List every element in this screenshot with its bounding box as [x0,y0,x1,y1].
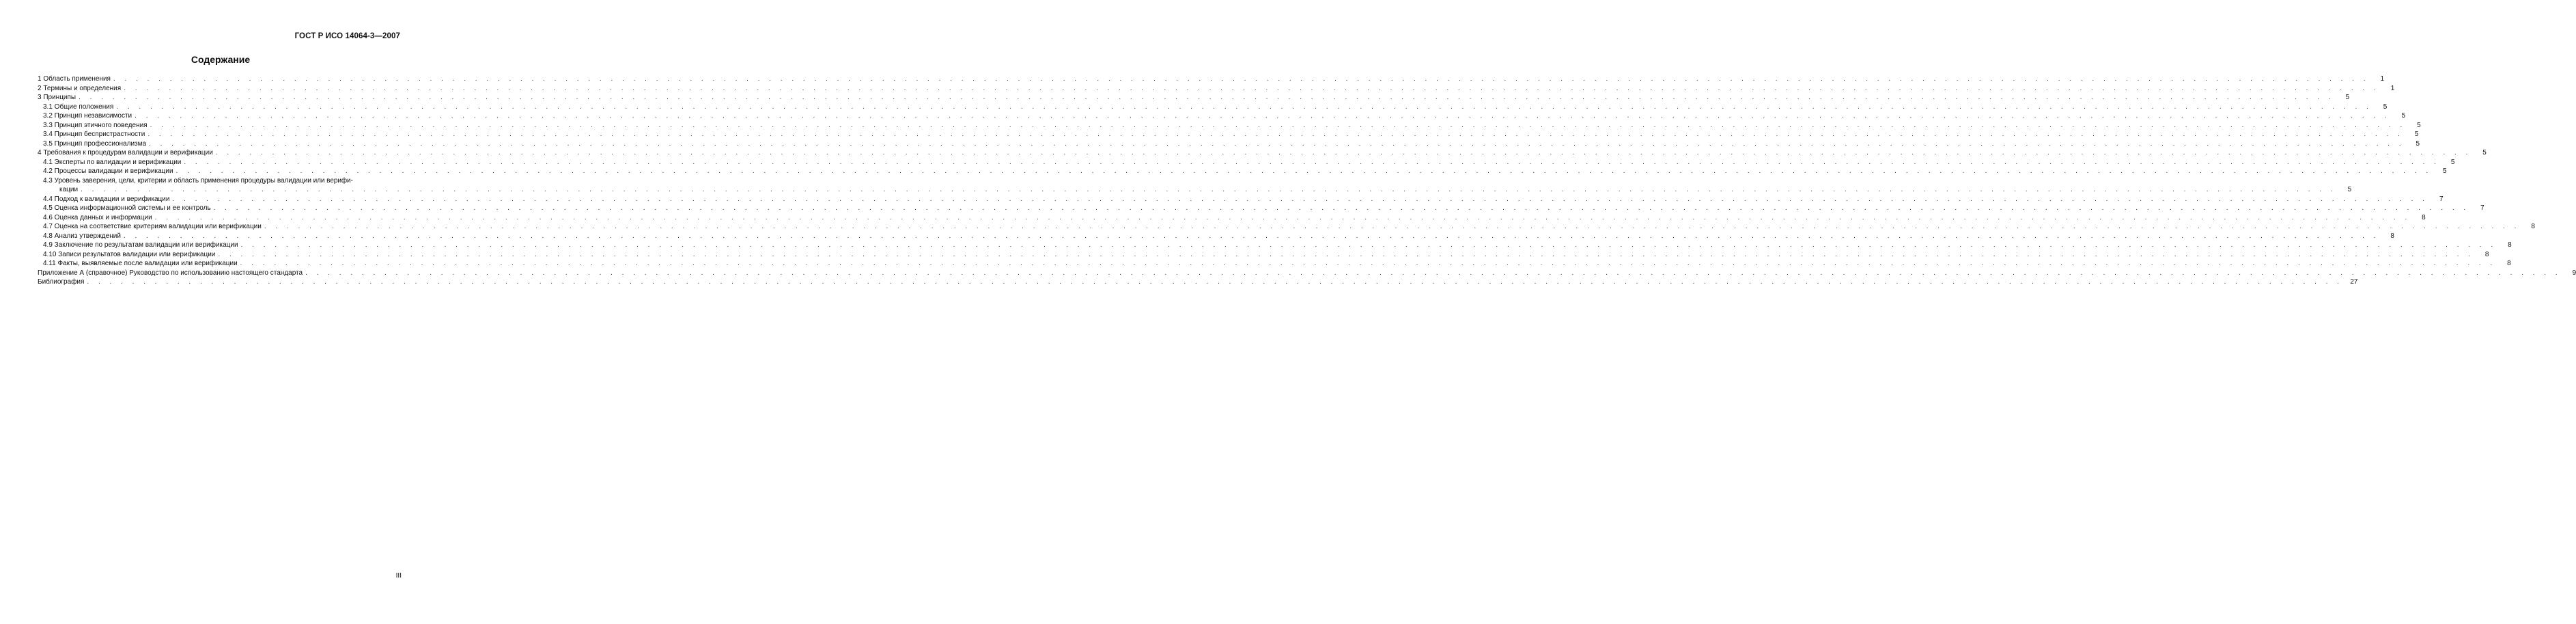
toc-entry[interactable] [38,269,2576,278]
toc-entry-label: 4.1 Эксперты по валидации и верификации [43,158,182,166]
dot-leader: . . . . . . . . . . . . . . . . . . . . . . . . . . . . . . . . . . . . . . . . . . . . . . . . . . . . . . . . . . . . . . . . . . . . . . . . . . . . . . . . . . . . . . . . . . . . . . . . . . . . . . . . . . . . . . . . . . . . . . . . . . . . . . . . . . . . . . . . . . . . . . . . . . . . . . . . . . . . . . . . . . . . . . . . . . . . . . . . . . . . . . . . . . . . . . . . . . . . . . . . [113,75,2370,83]
toc-entry-page: 9 [2572,269,2576,277]
toc-entry[interactable] [38,121,2421,131]
toc-entry[interactable] [38,139,2420,149]
toc-entry[interactable] [38,167,2447,176]
toc-entry-label: 2 Термины и определения [38,84,122,92]
toc-entry[interactable] [38,259,2511,269]
toc-entry-page: 5 [2414,131,2419,138]
toc-entry[interactable] [38,74,2385,84]
dot-leader: . . . . . . . . . . . . . . . . . . . . . . . . . . . . . . . . . . . . . . . . . . . . . . . . . . . . . . . . . . . . . . . . . . . . . . . . . . . . . . . . . . . . . . . . . . . . . . . . . . . . . . . . . . . . . . . . . . . . . . . . . . . . . . . . . . . . . . . . . . . . . . . . . . . . . . . . . . . . . . . . . . . . . . . . . . . . . . . . . . . . . . . . . . . . . . . . . . . . . . . . [305,269,2562,277]
toc-entry[interactable] [38,222,2535,232]
toc-entry-label: 3 Принципы [38,94,76,101]
toc-entry-page: 5 [2450,158,2455,166]
toc-entry-page: 7 [2480,204,2484,212]
toc-entry[interactable] [38,250,2489,260]
dot-leader: . . . . . . . . . . . . . . . . . . . . . . . . . . . . . . . . . . . . . . . . . . . . . . . . . . . . . . . . . . . . . . . . . . . . . . . . . . . . . . . . . . . . . . . . . . . . . . . . . . . . . . . . . . . . . . . . . . . . . . . . . . . . . . . . . . . . . . . . . . . . . . . . . . . . . . . . . . . . . . . . . . . . . . . . . . . . . . . . . . . . . . . . . . . . . . . . . . . . . . . . [150,121,2406,129]
dot-leader: . . . . . . . . . . . . . . . . . . . . . . . . . . . . . . . . . . . . . . . . . . . . . . . . . . . . . . . . . . . . . . . . . . . . . . . . . . . . . . . . . . . . . . . . . . . . . . . . . . . . . . . . . . . . . . . . . . . . . . . . . . . . . . . . . . . . . . . . . . . . . . . . . . . . . . . . . . . . . . . . . . . . . . . . . . . . . . . . . . . . . . . . . . . . . . . . . . . . . . . . [176,167,2432,175]
toc-entry[interactable] [38,158,2455,167]
toc-entry[interactable] [38,195,2444,204]
dot-leader: . . . . . . . . . . . . . . . . . . . . . . . . . . . . . . . . . . . . . . . . . . . . . . . . . . . . . . . . . . . . . . . . . . . . . . . . . . . . . . . . . . . . . . . . . . . . . . . . . . . . . . . . . . . . . . . . . . . . . . . . . . . . . . . . . . . . . . . . . . . . . . . . . . . . . . . . . . . . . . . . . . . . . . . . . . . . . . . . . . . . . . . . . . . . . . . . . . . . . . . . [124,84,2380,92]
toc-entry-page: 5 [2383,103,2388,111]
toc-entry-label: 4.4 Подход к валидации и верификации [43,195,170,203]
toc-entry-page: 7 [2439,195,2444,203]
table-of-contents [38,74,2576,287]
dot-leader: . . . . . . . . . . . . . . . . . . . . . . . . . . . . . . . . . . . . . . . . . . . . . . . . . . . . . . . . . . . . . . . . . . . . . . . . . . . . . . . . . . . . . . . . . . . . . . . . . . . . . . . . . . . . . . . . . . . . . . . . . . . . . . . . . . . . . . . . . . . . . . . . . . . . . . . . . . . . . . . . . . . . . . . . . . . . . . . . . . . . . . . . . . . . . . . . . . . . . . . . [218,250,2474,258]
toc-entry-label: кации [59,186,79,193]
toc-entry-page: 1 [2390,84,2395,92]
toc-entry[interactable] [38,204,2484,213]
toc-entry[interactable] [38,84,2395,94]
toc-entry[interactable] [38,148,2487,158]
toc-entry-label: 4 Требования к процедурам валидации и верификации [38,149,213,157]
toc-entry-label: 4.2 Процессы валидации и верификации [43,167,173,175]
dot-leader: . . . . . . . . . . . . . . . . . . . . . . . . . . . . . . . . . . . . . . . . . . . . . . . . . . . . . . . . . . . . . . . . . . . . . . . . . . . . . . . . . . . . . . . . . . . . . . . . . . . . . . . . . . . . . . . . . . . . . . . . . . . . . . . . . . . . . . . . . . . . . . . . . . . . . . . . . . . . . . . . . . . . . . . . . . . . . . . . . . . . . . . . . . . . . . . . . . . . . . . . [213,204,2469,212]
toc-entry-label: 4.6 Оценка данных и информации [43,213,152,221]
toc-entry-page: 27 [2350,278,2358,286]
toc-entry-page: 8 [2531,223,2535,230]
toc-entry-page: 5 [2443,167,2447,175]
toc-entry[interactable] [38,241,2512,250]
page-title: Содержание [191,54,251,65]
standard-header: ГОСТ Р ИСО 14064-3—2007 [294,32,400,40]
toc-entry[interactable] [38,185,2352,195]
toc-entry-page: 5 [2345,94,2350,101]
dot-leader: . . . . . . . . . . . . . . . . . . . . . . . . . . . . . . . . . . . . . . . . . . . . . . . . . . . . . . . . . . . . . . . . . . . . . . . . . . . . . . . . . . . . . . . . . . . . . . . . . . . . . . . . . . . . . . . . . . . . . . . . . . . . . . . . . . . . . . . . . . . . . . . . . . . . . . . . . . . . . . . . . . . . . . . . . . . . . . . . . . . . . . . . . . . . . . . . . . . . . . . . [87,278,2343,286]
dot-leader: . . . . . . . . . . . . . . . . . . . . . . . . . . . . . . . . . . . . . . . . . . . . . . . . . . . . . . . . . . . . . . . . . . . . . . . . . . . . . . . . . . . . . . . . . . . . . . . . . . . . . . . . . . . . . . . . . . . . . . . . . . . . . . . . . . . . . . . . . . . . . . . . . . . . . . . . . . . . . . . . . . . . . . . . . . . . . . . . . . . . . . . . . . . . . . . . . . . . . . . . [81,186,2337,193]
toc-entry-label: 4.5 Оценка информационной системы и ее контроль [43,204,211,212]
toc-entry-label: 3.1 Общие положения [43,103,114,111]
toc-entry-page: 5 [2347,186,2352,193]
toc-entry[interactable] [38,93,2350,103]
toc-entry-label: 4.8 Анализ утверждений [43,232,121,240]
dot-leader: . . . . . . . . . . . . . . . . . . . . . . . . . . . . . . . . . . . . . . . . . . . . . . . . . . . . . . . . . . . . . . . . . . . . . . . . . . . . . . . . . . . . . . . . . . . . . . . . . . . . . . . . . . . . . . . . . . . . . . . . . . . . . . . . . . . . . . . . . . . . . . . . . . . . . . . . . . . . . . . . . . . . . . . . . . . . . . . . . . . . . . . . . . . . . . . . . . . . . . . . [184,158,2440,166]
toc-entry-label[interactable]: 4.3 Уровень заверения, цели, критерии и область применения процедуры валидации или верифи- [43,176,353,185]
dot-leader: . . . . . . . . . . . . . . . . . . . . . . . . . . . . . . . . . . . . . . . . . . . . . . . . . . . . . . . . . . . . . . . . . . . . . . . . . . . . . . . . . . . . . . . . . . . . . . . . . . . . . . . . . . . . . . . . . . . . . . . . . . . . . . . . . . . . . . . . . . . . . . . . . . . . . . . . . . . . . . . . . . . . . . . . . . . . . . . . . . . . . . . . . . . . . . . . . . . . . . . . [116,103,2372,111]
dot-leader: . . . . . . . . . . . . . . . . . . . . . . . . . . . . . . . . . . . . . . . . . . . . . . . . . . . . . . . . . . . . . . . . . . . . . . . . . . . . . . . . . . . . . . . . . . . . . . . . . . . . . . . . . . . . . . . . . . . . . . . . . . . . . . . . . . . . . . . . . . . . . . . . . . . . . . . . . . . . . . . . . . . . . . . . . . . . . . . . . . . . . . . . . . . . . . . . . . . . . . . . [135,112,2391,120]
toc-entry-page: 1 [2380,75,2385,83]
toc-entry-label: 3.4 Принцип беспристрастности [43,131,145,138]
toc-entry-label: Библиография [38,278,85,286]
toc-entry-label: 4.9 Заключение по результатам валидации или верификации [43,241,238,249]
toc-entry-page: 8 [2390,232,2394,240]
toc-entry-page: 5 [2482,149,2487,157]
toc-entry-page: 5 [2417,121,2421,129]
dot-leader: . . . . . . . . . . . . . . . . . . . . . . . . . . . . . . . . . . . . . . . . . . . . . . . . . . . . . . . . . . . . . . . . . . . . . . . . . . . . . . . . . . . . . . . . . . . . . . . . . . . . . . . . . . . . . . . . . . . . . . . . . . . . . . . . . . . . . . . . . . . . . . . . . . . . . . . . . . . . . . . . . . . . . . . . . . . . . . . . . . . . . . . . . . . . . . . . . . . . . . . . [240,260,2496,267]
toc-entry-label: 1 Область применения [38,75,111,83]
toc-entry-page: 8 [2484,250,2489,258]
dot-leader: . . . . . . . . . . . . . . . . . . . . . . . . . . . . . . . . . . . . . . . . . . . . . . . . . . . . . . . . . . . . . . . . . . . . . . . . . . . . . . . . . . . . . . . . . . . . . . . . . . . . . . . . . . . . . . . . . . . . . . . . . . . . . . . . . . . . . . . . . . . . . . . . . . . . . . . . . . . . . . . . . . . . . . . . . . . . . . . . . . . . . . . . . . . . . . . . . . . . . . . . [149,139,2405,148]
toc-entry-label: 4.10 Записи результатов валидации или верификации [43,250,216,258]
toc-entry-page: 8 [2508,241,2512,249]
toc-entry[interactable] [38,130,2419,139]
toc-entry[interactable] [38,111,2406,121]
toc-entry-label: 3.3 Принцип этичного поведения [43,121,148,129]
dot-leader: . . . . . . . . . . . . . . . . . . . . . . . . . . . . . . . . . . . . . . . . . . . . . . . . . . . . . . . . . . . . . . . . . . . . . . . . . . . . . . . . . . . . . . . . . . . . . . . . . . . . . . . . . . . . . . . . . . . . . . . . . . . . . . . . . . . . . . . . . . . . . . . . . . . . . . . . . . . . . . . . . . . . . . . . . . . . . . . . . . . . . . . . . . . . . . . . . . . . . . . . [154,213,2411,221]
dot-leader: . . . . . . . . . . . . . . . . . . . . . . . . . . . . . . . . . . . . . . . . . . . . . . . . . . . . . . . . . . . . . . . . . . . . . . . . . . . . . . . . . . . . . . . . . . . . . . . . . . . . . . . . . . . . . . . . . . . . . . . . . . . . . . . . . . . . . . . . . . . . . . . . . . . . . . . . . . . . . . . . . . . . . . . . . . . . . . . . . . . . . . . . . . . . . . . . . . . . . . . . [215,149,2472,157]
toc-entry-label: 3.5 Принцип профессионализма [43,139,147,148]
toc-entry-page: 5 [2416,139,2420,148]
dot-leader: . . . . . . . . . . . . . . . . . . . . . . . . . . . . . . . . . . . . . . . . . . . . . . . . . . . . . . . . . . . . . . . . . . . . . . . . . . . . . . . . . . . . . . . . . . . . . . . . . . . . . . . . . . . . . . . . . . . . . . . . . . . . . . . . . . . . . . . . . . . . . . . . . . . . . . . . . . . . . . . . . . . . . . . . . . . . . . . . . . . . . . . . . . . . . . . . . . . . . . . . [123,232,2379,240]
toc-entry-page: 8 [2507,260,2511,267]
toc-entry-page: 5 [2401,112,2406,120]
dot-leader: . . . . . . . . . . . . . . . . . . . . . . . . . . . . . . . . . . . . . . . . . . . . . . . . . . . . . . . . . . . . . . . . . . . . . . . . . . . . . . . . . . . . . . . . . . . . . . . . . . . . . . . . . . . . . . . . . . . . . . . . . . . . . . . . . . . . . . . . . . . . . . . . . . . . . . . . . . . . . . . . . . . . . . . . . . . . . . . . . . . . . . . . . . . . . . . . . . . . . . . . [240,241,2497,249]
toc-entry[interactable] [38,103,2388,112]
toc-entry[interactable] [38,277,2358,287]
toc-entry[interactable] [38,232,2394,241]
toc-entry[interactable] [38,213,2426,223]
toc-entry-label: 4.7 Оценка на соответствие критериям валидации или верификации [43,223,262,230]
toc-entry-label: 4.11 Факты, выявляемые после валидации или верификации [43,260,238,267]
toc-entry-page: 8 [2422,213,2426,221]
dot-leader: . . . . . . . . . . . . . . . . . . . . . . . . . . . . . . . . . . . . . . . . . . . . . . . . . . . . . . . . . . . . . . . . . . . . . . . . . . . . . . . . . . . . . . . . . . . . . . . . . . . . . . . . . . . . . . . . . . . . . . . . . . . . . . . . . . . . . . . . . . . . . . . . . . . . . . . . . . . . . . . . . . . . . . . . . . . . . . . . . . . . . . . . . . . . . . . . . . . . . . . . [148,131,2404,138]
dot-leader: . . . . . . . . . . . . . . . . . . . . . . . . . . . . . . . . . . . . . . . . . . . . . . . . . . . . . . . . . . . . . . . . . . . . . . . . . . . . . . . . . . . . . . . . . . . . . . . . . . . . . . . . . . . . . . . . . . . . . . . . . . . . . . . . . . . . . . . . . . . . . . . . . . . . . . . . . . . . . . . . . . . . . . . . . . . . . . . . . . . . . . . . . . . . . . . . . . . . . . . . [172,195,2428,203]
toc-entry-label: Приложение А (справочное) Руководство по использованию настоящего стандарта [38,269,303,277]
dot-leader: . . . . . . . . . . . . . . . . . . . . . . . . . . . . . . . . . . . . . . . . . . . . . . . . . . . . . . . . . . . . . . . . . . . . . . . . . . . . . . . . . . . . . . . . . . . . . . . . . . . . . . . . . . . . . . . . . . . . . . . . . . . . . . . . . . . . . . . . . . . . . . . . . . . . . . . . . . . . . . . . . . . . . . . . . . . . . . . . . . . . . . . . . . . . . . . . . . . . . . . . [79,94,2335,101]
page-number: III [395,572,402,580]
toc-entry-label: 3.2 Принцип независимости [43,112,132,120]
dot-leader: . . . . . . . . . . . . . . . . . . . . . . . . . . . . . . . . . . . . . . . . . . . . . . . . . . . . . . . . . . . . . . . . . . . . . . . . . . . . . . . . . . . . . . . . . . . . . . . . . . . . . . . . . . . . . . . . . . . . . . . . . . . . . . . . . . . . . . . . . . . . . . . . . . . . . . . . . . . . . . . . . . . . . . . . . . . . . . . . . . . . . . . . . . . . . . . . . . . . . . . . [264,223,2520,230]
